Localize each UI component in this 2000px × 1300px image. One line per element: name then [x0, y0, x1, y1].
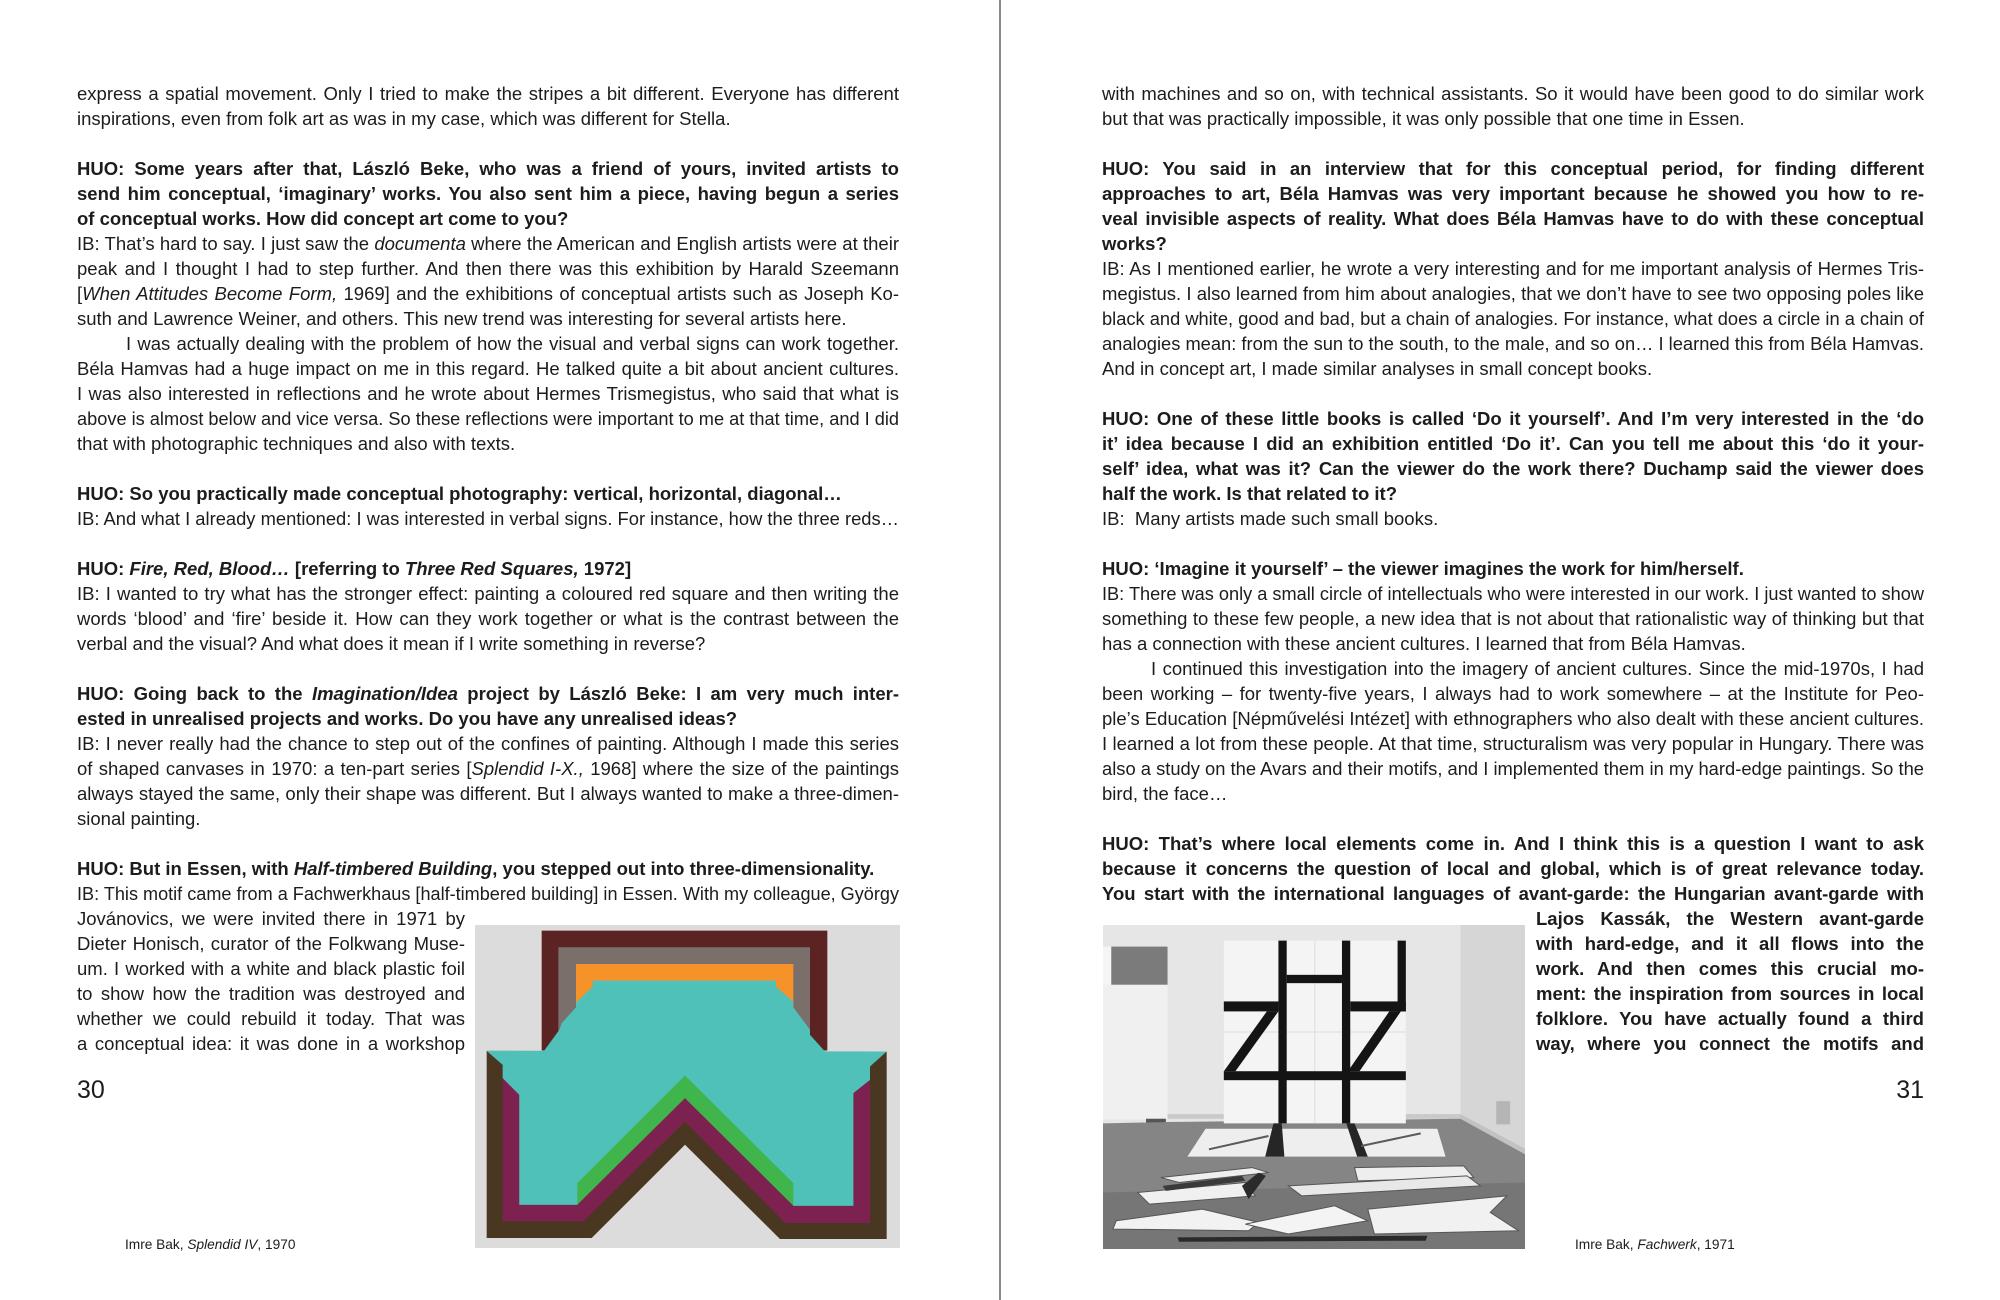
line-text: [1102, 606, 1924, 631]
text-run: 1972]: [578, 558, 632, 579]
text-line: [1102, 631, 1924, 656]
text-run: IB: That’s hard to say. I just saw the: [77, 233, 375, 254]
line-text: [1102, 706, 1924, 731]
line-text: [77, 706, 737, 731]
text-run: HUO: ‘Imagine it yourself’ – the viewer imagines the work for him/herself.: [1102, 558, 1744, 579]
line-text: [1536, 1031, 1924, 1056]
text-line: [77, 181, 899, 206]
text-line: [77, 956, 465, 981]
text-line: [1536, 1031, 1924, 1056]
text-run: bird, the face…: [1102, 783, 1228, 804]
line-text: [77, 481, 842, 506]
line-text: [77, 906, 465, 931]
text-run: always stayed the same, only their shape was different. But I always wanted to make a three-dimen-: [77, 783, 899, 804]
text-run: but that was practically impossible, it was only possible that one time in Essen.: [1102, 108, 1745, 129]
italic-text: Fire, Red, Blood…: [129, 558, 290, 579]
text-line: [1102, 431, 1924, 456]
text-run: folklore. You have actually found a third: [1536, 1008, 1924, 1029]
text-line: [1536, 906, 1924, 931]
text-line: [77, 431, 899, 456]
text-line: [77, 606, 899, 631]
text-line: [1102, 356, 1924, 381]
line-text: [77, 881, 899, 906]
text-line: [1102, 881, 1924, 906]
figure-splendid-iv: [475, 925, 900, 1248]
text-line: [77, 906, 465, 931]
line-text: [77, 931, 465, 956]
text-run: And in concept art, I made similar analyses in small concept books.: [1102, 358, 1653, 379]
text-run: IB: As I mentioned earlier, he wrote a very interesting and for me important analysis of Hermes Tris-: [1102, 258, 1924, 279]
line-text: [77, 981, 465, 1006]
text-line: [77, 106, 899, 131]
italic-text: Half-timbered Building: [293, 858, 493, 879]
text-run: because it concerns the question of local and global, which is of great relevance today.: [1102, 858, 1924, 879]
line-text: [1102, 281, 1924, 306]
text-run: approaches to art, Béla Hamvas was very important because he showed you how to re-: [1102, 183, 1924, 204]
text-line: [1102, 281, 1924, 306]
italic-text: Three Red Squares,: [404, 558, 579, 579]
line-text: [1102, 306, 1924, 331]
text-line: [77, 931, 465, 956]
line-text: [77, 406, 899, 431]
text-run: whether we could rebuild it today. That was: [77, 1008, 465, 1029]
text-line: [1102, 731, 1924, 756]
text-run: I learned a lot from these people. At that time, structuralism was very popular in Hungary. There was: [1102, 733, 1924, 754]
italic-text: Splendid I-X.,: [471, 758, 584, 779]
text-line: [1102, 156, 1924, 181]
line-text: [77, 1006, 465, 1031]
line-text: [1102, 481, 1397, 506]
line-text: [77, 781, 899, 806]
text-run: also a study on the Avars and their motifs, and I implemented them in my hard-edge paintings. So the: [1102, 758, 1924, 779]
black-bar: [1398, 941, 1406, 1012]
text-line: [1102, 406, 1924, 431]
text-line: [77, 406, 899, 431]
line-text: [77, 156, 899, 181]
text-line: [77, 706, 899, 731]
line-text: [77, 206, 568, 231]
text-run: to show how the tradition was destroyed and: [77, 983, 465, 1004]
text-run: been working – for twenty-five years, I always had to work somewhere – at the Institute for Peo-: [1102, 683, 1924, 704]
caption-year: , 1970: [257, 1237, 296, 1252]
page-right: [1000, 0, 2000, 1300]
text-run: IB: This motif came from a Fachwerkhaus [half-timbered building] in Essen. With my colleague, György: [77, 883, 899, 904]
text-run: I continued this investigation into the imagery of ancient cultures. Since the mid-1970s, I had: [1151, 658, 1924, 679]
text-line: [77, 806, 899, 831]
line-text: [77, 506, 899, 531]
text-line: [1102, 481, 1924, 506]
text-line: [77, 581, 899, 606]
text-line: [1102, 831, 1924, 856]
text-run: I was actually dealing with the problem of how the visual and verbal signs can work together.: [126, 333, 899, 354]
text-run: 1968] where the size of the paintings: [583, 758, 899, 779]
text-line: [77, 781, 899, 806]
line-text: [1102, 506, 1438, 531]
line-text: [77, 731, 899, 756]
page-number: 30: [77, 1076, 105, 1104]
text-run: way, where you connect the motifs and: [1536, 1033, 1924, 1054]
text-line: [77, 156, 899, 181]
line-text: [77, 181, 899, 206]
text-run: HUO: Going back to the: [77, 683, 312, 704]
text-run: works?: [1102, 233, 1167, 254]
line-text: [77, 556, 631, 581]
text-run: sional painting.: [77, 808, 201, 829]
caption-title: Splendid IV: [187, 1237, 258, 1252]
line-text: [1151, 656, 1924, 681]
line-text: [1536, 956, 1924, 981]
text-line: [1536, 1006, 1924, 1031]
text-run: has a connection with these ancient cultures. I learned that from Béla Hamvas.: [1102, 633, 1746, 654]
text-line: [1102, 81, 1924, 106]
line-text: [1536, 931, 1924, 956]
line-text: [77, 256, 899, 281]
line-text: [1102, 231, 1167, 256]
text-run: Béla Hamvas had a huge impact on me in this regard. He talked quite a bit about ancient cultures.: [77, 358, 899, 379]
text-line: [77, 356, 899, 381]
text-line: [1151, 656, 1924, 681]
text-run: megistus. I also learned from him about analogies, that we don’t have to see two opposing poles like: [1102, 283, 1924, 304]
page-number: 31: [1896, 1076, 1924, 1104]
line-text: [1102, 556, 1744, 581]
text-run: send him conceptual, ‘imaginary’ works. You also sent him a piece, having begun a series: [77, 183, 899, 204]
floor-panels: [1187, 1129, 1445, 1157]
photo-fachwerk-installation: [1103, 925, 1525, 1249]
line-text: [1102, 181, 1924, 206]
text-run: IB: I never really had the chance to step out of the confines of painting. Although I made this series: [77, 733, 899, 754]
line-text: [77, 381, 899, 406]
line-text: [1102, 781, 1227, 806]
text-run: a conceptual idea: it was done in a workshop: [77, 1033, 465, 1054]
line-text: [77, 856, 874, 881]
black-bar: [1287, 975, 1342, 983]
line-text: [1102, 681, 1924, 706]
text-line: [1102, 456, 1924, 481]
line-text: [77, 756, 899, 781]
text-run: inspirations, even from folk art as was in my case, which was different for Stella.: [77, 108, 731, 129]
text-run: work. And then comes this crucial mo-: [1536, 958, 1924, 979]
text-line: [77, 881, 899, 906]
caption-artist: Imre Bak,: [125, 1237, 188, 1252]
text-line: [1102, 556, 1924, 581]
text-line: [1102, 206, 1924, 231]
line-text: [77, 956, 465, 981]
text-line: [77, 731, 899, 756]
text-run: ple’s Education [Népművelési Intézet] with ethnographers who also dealt with these ancient cultures.: [1102, 708, 1924, 729]
line-text: [1102, 106, 1745, 131]
text-run: ested in unrealised projects and works. Do you have any unrealised ideas?: [77, 708, 738, 729]
text-run: ment: the inspiration from sources in local: [1536, 983, 1924, 1004]
text-run: HUO: Some years after that, László Beke, who was a friend of yours, invited artists to: [77, 158, 899, 179]
text-run: that with photographic techniques and also with texts.: [77, 433, 516, 454]
text-line: [1102, 606, 1924, 631]
line-text: [77, 681, 899, 706]
text-run: IB: I wanted to try what has the stronger effect: painting a coloured red square and then writing the: [77, 583, 899, 604]
text-run: veal invisible aspects of reality. What does Béla Hamvas have to do with these conceptual: [1102, 208, 1924, 229]
text-run: where the American and English artists were at their: [465, 233, 899, 254]
line-text: [1102, 756, 1924, 781]
line-text: [77, 631, 705, 656]
text-run: it’ idea because I did an exhibition entitled ‘Do it’. Can you tell me about this ‘do it your-: [1102, 433, 1924, 454]
painting-splendid-iv: [475, 925, 900, 1248]
text-run: verbal and the visual? And what does it mean if I write something in reverse?: [77, 633, 706, 654]
text-run: of conceptual works. How did concept art come to you?: [77, 208, 569, 229]
text-line: [77, 556, 899, 581]
text-line: [77, 256, 899, 281]
text-line: [1536, 956, 1924, 981]
text-line: [77, 231, 899, 256]
line-text: [1102, 156, 1924, 181]
text-line: [77, 381, 899, 406]
line-text: [1102, 331, 1924, 356]
text-line: [77, 481, 899, 506]
line-text: [1102, 631, 1746, 656]
text-run: above is almost below and vice versa. So these reflections were important to me at that time, and I did: [77, 408, 899, 429]
text-line: [1536, 931, 1924, 956]
text-line: [1102, 331, 1924, 356]
text-run: IB: Many artists made such small books.: [1102, 508, 1439, 529]
text-line: [1102, 231, 1924, 256]
text-run: peak and I thought I had to step further. And then there was this exhibition by Harald Szeemann: [77, 258, 899, 279]
cabinet: [1103, 985, 1168, 1120]
black-bar: [1342, 941, 1350, 1124]
text-line: [1102, 306, 1924, 331]
line-text: [77, 81, 899, 106]
line-text: [1536, 981, 1924, 1006]
text-line: [1102, 781, 1924, 806]
text-line: [1102, 506, 1924, 531]
text-line: [77, 856, 899, 881]
figure-caption: [125, 1237, 295, 1253]
text-run: HUO: So you practically made conceptual photography: vertical, horizontal, diagonal…: [77, 483, 842, 504]
line-text: [1102, 831, 1924, 856]
line-text: [1536, 906, 1924, 931]
caption-year: , 1971: [1696, 1237, 1735, 1252]
text-run: self’ idea, what was it? Can the viewer do the work there? Duchamp said the viewer does: [1102, 458, 1924, 479]
text-run: suth and Lawrence Weiner, and others. This new trend was interesting for several artists here.: [77, 308, 847, 329]
vent-grille: [1496, 1101, 1510, 1124]
line-text: [1102, 581, 1924, 606]
black-bar: [1224, 1071, 1406, 1080]
line-text: [1102, 206, 1924, 231]
text-run: IB: There was only a small circle of intellectuals who were interested in our work. I just wanted to show: [1102, 583, 1924, 604]
text-run: HUO:: [77, 558, 130, 579]
text-run: analogies mean: from the sun to the south, to the male, and so on… I learned this from Béla Hamvas.: [1102, 333, 1924, 354]
line-text: [1102, 456, 1924, 481]
text-line: [77, 281, 899, 306]
text-run: [referring to: [289, 558, 405, 579]
text-run: 1969] and the exhibitions of conceptual artists such as Joseph Ko-: [337, 283, 899, 304]
line-text: [77, 581, 899, 606]
window-pane: [1111, 947, 1167, 985]
text-run: um. I worked with a white and black plastic foil: [77, 958, 465, 979]
text-run: You start with the international languages of avant-garde: the Hungarian avant-garde with: [1102, 883, 1924, 904]
text-run: with hard-edge, and it all flows into the: [1536, 933, 1924, 954]
text-run: half the work. Is that related to it?: [1102, 483, 1398, 504]
line-text: [77, 231, 899, 256]
italic-text: Imagination/Idea: [311, 683, 458, 704]
text-line: [1102, 706, 1924, 731]
text-line: [77, 981, 465, 1006]
text-line: [77, 206, 899, 231]
window-frame: [1103, 947, 1111, 985]
line-text: [77, 806, 200, 831]
italic-text: When Attitudes Become Form,: [82, 283, 338, 304]
figure-fachwerk: [1103, 925, 1525, 1249]
text-line: [77, 506, 899, 531]
text-line: [77, 631, 899, 656]
black-bar: [1350, 1001, 1406, 1011]
line-text: [126, 331, 899, 356]
text-run: HUO: One of these little books is called ‘Do it yourself’. And I’m very interested in the ‘do: [1102, 408, 1924, 429]
text-line: [77, 306, 899, 331]
text-run: Lajos Kassák, the Western avant-garde: [1536, 908, 1924, 929]
text-line: [77, 1006, 465, 1031]
text-run: Dieter Honisch, curator of the Folkwang Muse-: [77, 933, 465, 954]
line-text: [1102, 81, 1924, 106]
text-run: Jovánovics, we were invited there in 1971 by: [77, 908, 465, 929]
text-run: words ‘blood’ and ‘fire’ beside it. How can they work together or what is the contrast between the: [77, 608, 899, 629]
text-line: [1536, 981, 1924, 1006]
text-line: [77, 681, 899, 706]
text-run: , you stepped out into three-dimensionality.: [492, 858, 875, 879]
text-line: [1102, 856, 1924, 881]
text-line: [77, 1031, 465, 1056]
text-line: [1102, 581, 1924, 606]
figure-caption: [1575, 1237, 1735, 1253]
text-line: [1102, 106, 1924, 131]
text-line: [126, 331, 899, 356]
line-text: [77, 281, 899, 306]
line-text: [1102, 856, 1924, 881]
text-line: [77, 756, 899, 781]
line-text: [77, 431, 515, 456]
text-run: something to these few people, a new idea that is not about that rationalistic way of thinking but that: [1102, 608, 1924, 629]
line-text: [77, 106, 731, 131]
line-text: [1102, 431, 1924, 456]
line-text: [77, 606, 899, 631]
text-line: [1102, 756, 1924, 781]
text-line: [1102, 681, 1924, 706]
text-run: with machines and so on, with technical assistants. So it would have been good to do similar work: [1102, 83, 1924, 104]
black-bar: [1278, 941, 1286, 1124]
line-text: [1102, 731, 1924, 756]
text-line: [77, 81, 899, 106]
text-run: HUO: But in Essen, with: [77, 858, 294, 879]
text-run: IB: And what I already mentioned: I was interested in verbal signs. For instance, how the three reds…: [77, 508, 899, 529]
italic-text: documenta: [374, 233, 466, 254]
text-run: project by László Beke: I am very much inter-: [457, 683, 899, 704]
text-run: HUO: You said in an interview that for this conceptual period, for finding different: [1102, 158, 1924, 179]
line-text: [77, 356, 899, 381]
line-text: [1102, 356, 1652, 381]
caption-title: Fachwerk: [1637, 1237, 1697, 1252]
text-run: [: [77, 283, 83, 304]
text-line: [1102, 181, 1924, 206]
text-run: of shaped canvases in 1970: a ten-part series [: [77, 758, 472, 779]
line-text: [77, 1031, 465, 1056]
text-run: I was also interested in reflections and he wrote about Hermes Trismegistus, who said that what is: [77, 383, 899, 404]
line-text: [1102, 881, 1924, 906]
line-text: [1536, 1006, 1924, 1031]
text-line: [1102, 256, 1924, 281]
black-bar: [1224, 1001, 1279, 1011]
text-run: HUO: That’s where local elements come in. And I think this is a question I want to ask: [1102, 833, 1924, 854]
text-run: black and white, good and bad, but a chain of analogies. For instance, what does a circle in a chain of: [1102, 308, 1924, 329]
text-run: express a spatial movement. Only I tried to make the stripes a bit different. Everyone has different: [77, 83, 899, 104]
line-text: [77, 306, 847, 331]
line-text: [1102, 406, 1924, 431]
line-text: [1102, 256, 1924, 281]
caption-artist: Imre Bak,: [1575, 1237, 1638, 1252]
